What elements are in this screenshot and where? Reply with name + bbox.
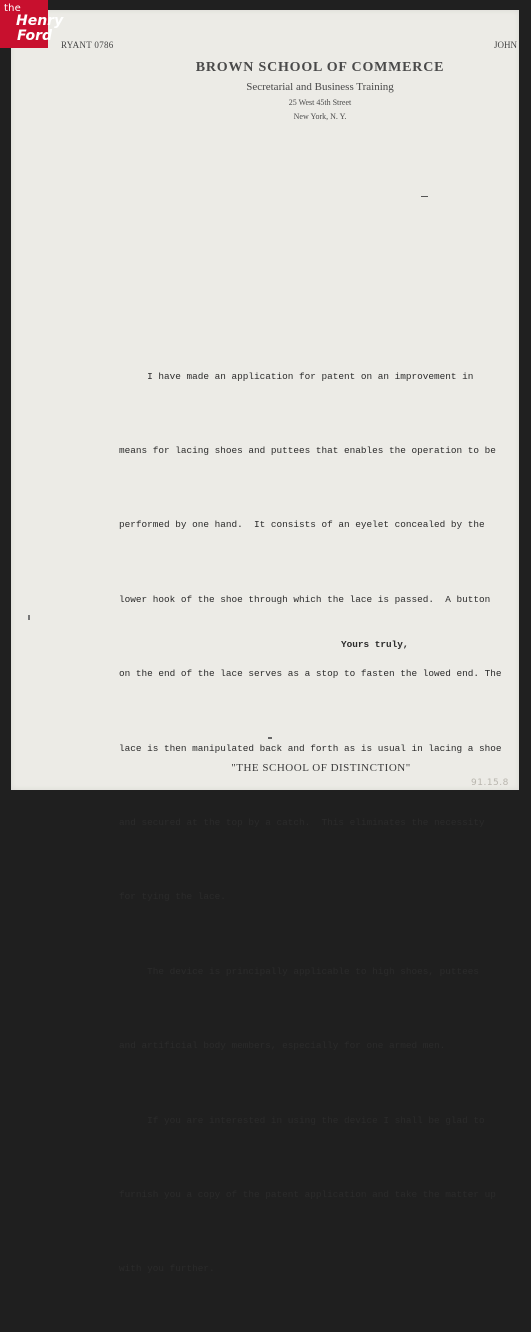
letter-line: lace is then manipulated back and forth as is usual in lacing a shoe [119, 742, 502, 754]
letter-closing: Yours truly, [341, 639, 409, 650]
phone-number-left: RYANT 0786 [61, 40, 114, 50]
ink-mark [268, 737, 272, 739]
letter-line: The device is principally applicable to high shoes, puttees [119, 965, 480, 977]
school-city: New York, N. Y. [293, 112, 347, 121]
letter-line: and secured at the top by a catch. This eliminates the necessity [119, 816, 485, 828]
logo-line-ford: Ford [17, 28, 53, 44]
letter-line: I have made an application for patent on an improvement in [119, 370, 474, 382]
school-tagline: "THE SCHOOL OF DISTINCTION" [231, 762, 411, 774]
logo-line-henry: Henry [16, 13, 64, 29]
letter-line: performed by one hand. It consists of an eyelet concealed by the [119, 519, 485, 531]
letter-line: If you are interested in using the device I shall be glad to [119, 1114, 485, 1126]
archive-number: 91.15.8 [471, 778, 509, 788]
letter-paper [11, 10, 519, 1275]
letter-line: means for lacing shoes and puttees that enables the operation to be [119, 444, 496, 456]
letter-line: for tying the lace. [119, 891, 226, 903]
school-subtitle: Secretarial and Business Training [246, 81, 394, 93]
letter-line: and artificial body members, especially for one armed men. [119, 1040, 446, 1052]
letter-line: lower hook of the shoe through which the lace is passed. A button [119, 593, 491, 605]
phone-number-right: JOHN [493, 40, 517, 50]
letter-body [119, 315, 527, 1332]
school-name: BROWN SCHOOL OF COMMERCE [195, 60, 445, 75]
letter-line: with you further. [119, 1263, 215, 1275]
margin-mark [28, 615, 30, 620]
school-address: 25 West 45th Street [288, 98, 352, 107]
typewriter-dash-mark [421, 196, 428, 197]
letter-line: furnish you a copy of the patent application and take the matter up [119, 1188, 496, 1200]
letter-line: on the end of the lace serves as a stop to fasten the lowed end. The [119, 668, 502, 680]
henry-ford-logo [0, 0, 64, 48]
logo-line-the: the [4, 3, 22, 14]
letterhead [151, 60, 489, 121]
